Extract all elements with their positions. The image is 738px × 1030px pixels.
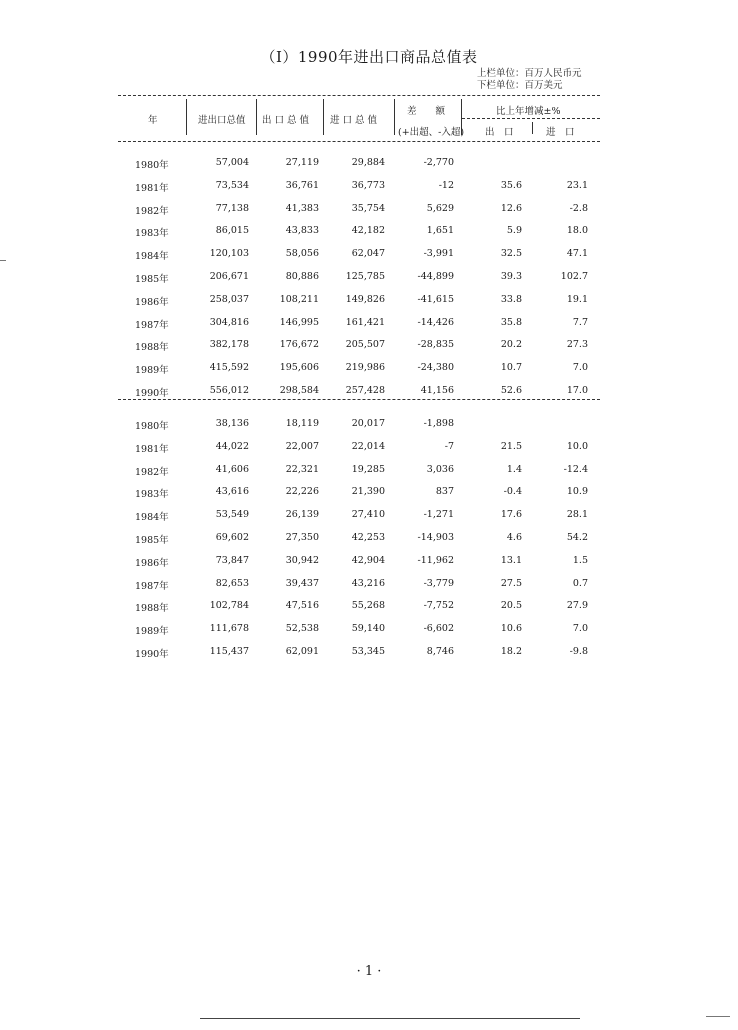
export-growth-cell: 10.7 [500,362,522,374]
year-cell: 1986年 [135,296,169,308]
header-year: 年 [148,115,158,126]
table-row [0,339,738,353]
export-value-cell: 27,119 [285,157,319,168]
balance-cell: -2,770 [423,157,454,168]
table-row [0,271,738,285]
import-growth-cell: 27.3 [566,339,588,351]
growth-subheader-rule [462,118,600,119]
table-row [0,464,738,478]
balance-cell: -44,899 [417,271,454,282]
export-value-cell: 52,538 [285,623,319,635]
import-value-cell: 55,268 [351,600,385,612]
export-value-cell: 80,886 [285,271,319,282]
balance-cell: 5,629 [426,202,454,214]
total-value-cell: 82,653 [215,577,249,589]
import-value-cell: 59,140 [351,623,385,635]
unit-notes [477,68,582,92]
import-value-cell: 125,785 [345,271,385,282]
import-value-cell: 27,410 [351,509,385,521]
export-value-cell: 22,321 [285,463,319,475]
export-growth-cell: 10.6 [500,623,522,635]
year-cell: 1985年 [135,535,169,546]
balance-cell: -24,380 [417,362,454,374]
balance-cell: -7,752 [423,600,454,612]
import-growth-cell: -2.8 [569,202,588,214]
header-export: 出 口 总 值 [262,115,310,126]
export-growth-cell: 39.3 [500,271,522,282]
export-growth-cell: 1.4 [506,463,522,475]
table-row [0,509,738,523]
import-growth-cell: 10.9 [566,486,588,498]
import-value-cell: 29,884 [351,157,385,168]
table-row [0,532,738,546]
export-growth-cell: 17.6 [500,509,522,521]
import-value-cell: 36,773 [351,179,385,191]
import-growth-cell: -9.8 [569,646,588,657]
total-value-cell: 258,037 [209,293,249,305]
year-cell: 1981年 [135,443,169,455]
table-row [0,362,738,376]
balance-cell: -7 [444,440,454,452]
header-balance: 差 额 [407,106,446,117]
import-growth-cell: 7.0 [572,362,588,374]
table-row [0,555,738,569]
import-growth-cell: 23.1 [566,179,588,191]
export-value-cell: 22,007 [285,440,319,452]
year-cell: 1984年 [135,251,169,263]
table-row [0,441,738,455]
export-growth-cell: 4.6 [506,532,522,543]
total-value-cell: 304,816 [209,316,249,328]
header-top-rule [118,95,600,96]
import-value-cell: 42,904 [351,554,385,566]
balance-cell: -28,835 [417,339,454,351]
year-cell: 1988年 [135,603,169,615]
export-growth-cell: 32.5 [500,248,522,260]
page-number: · 1 · [356,964,382,979]
import-growth-cell: 0.7 [572,577,588,589]
export-growth-cell: -0.4 [503,486,522,498]
export-value-cell: 39,437 [285,577,319,589]
import-value-cell: 62,047 [351,248,385,260]
export-growth-cell: 12.6 [500,202,522,214]
header-divider [186,99,187,135]
import-value-cell: 19,285 [351,463,385,475]
import-growth-cell: 102.7 [560,271,588,282]
total-value-cell: 111,678 [209,623,249,635]
balance-cell: 837 [435,486,454,498]
year-cell: 1983年 [135,228,169,240]
total-value-cell: 115,437 [209,646,249,657]
balance-cell: 3,036 [426,463,454,475]
import-growth-cell: 54.2 [566,532,588,543]
year-cell: 1983年 [135,489,169,501]
export-value-cell: 27,350 [285,532,319,543]
export-value-cell: 146,995 [279,316,319,328]
balance-cell: 1,651 [426,225,454,237]
total-value-cell: 53,549 [215,509,249,521]
table-row [0,248,738,262]
year-cell: 1987年 [135,580,169,592]
export-growth-cell: 20.5 [500,600,522,612]
total-value-cell: 57,004 [215,157,249,168]
balance-cell: -6,602 [423,623,454,635]
upper-unit-note: 上栏单位：百万人民币元 [477,68,582,79]
header-divider [323,99,324,135]
year-cell: 1980年 [135,160,169,171]
table-row [0,418,738,432]
import-value-cell: 35,754 [351,202,385,214]
year-cell: 1988年 [135,342,169,354]
total-value-cell: 102,784 [209,600,249,612]
total-value-cell: 120,103 [209,248,249,260]
import-value-cell: 21,390 [351,486,385,498]
total-value-cell: 43,616 [215,486,249,498]
balance-cell: -41,615 [417,293,454,305]
balance-cell: -12 [438,179,454,191]
import-growth-cell: 28.1 [566,509,588,521]
balance-cell: -14,903 [417,532,454,543]
year-cell: 1986年 [135,557,169,569]
export-value-cell: 18,119 [285,418,319,429]
import-value-cell: 53,345 [351,646,385,657]
import-value-cell: 161,421 [345,316,385,328]
export-value-cell: 298,584 [279,385,319,396]
export-value-cell: 58,056 [285,248,319,260]
export-growth-cell: 18.2 [500,646,522,657]
corner-mark [706,1016,730,1017]
export-growth-cell: 27.5 [500,577,522,589]
total-value-cell: 69,602 [215,532,249,543]
import-value-cell: 20,017 [351,418,385,429]
total-value-cell: 38,136 [215,418,249,429]
section-divider-rule [118,399,600,400]
table-row [0,646,738,660]
export-value-cell: 195,606 [279,362,319,374]
table-row [0,317,738,331]
year-cell: 1990年 [135,649,169,660]
page-title: （I）1990年进出口商品总值表 [260,48,478,66]
import-value-cell: 43,216 [351,577,385,589]
export-value-cell: 47,516 [285,600,319,612]
export-value-cell: 26,139 [285,509,319,521]
import-growth-cell: 7.7 [572,316,588,328]
import-growth-cell: 19.1 [566,293,588,305]
import-value-cell: 219,986 [345,362,385,374]
table-row [0,294,738,308]
table-row [0,180,738,194]
export-value-cell: 43,833 [285,225,319,237]
export-growth-cell: 13.1 [500,554,522,566]
year-cell: 1989年 [135,365,169,377]
header-divider [256,99,257,135]
table-row [0,157,738,171]
year-cell: 1980年 [135,421,169,432]
bottom-rule [200,1018,580,1019]
export-value-cell: 41,383 [285,202,319,214]
export-value-cell: 22,226 [285,486,319,498]
lower-unit-note: 下栏单位：百万美元 [477,80,563,91]
import-growth-cell: 18.0 [566,225,588,237]
export-growth-cell: 35.6 [500,179,522,191]
total-value-cell: 73,534 [215,179,249,191]
import-value-cell: 42,182 [351,225,385,237]
table-row [0,623,738,637]
header-total: 进出口总值 [198,115,246,126]
export-growth-cell: 5.9 [506,225,522,237]
total-value-cell: 206,671 [209,271,249,282]
balance-cell: 41,156 [420,385,454,396]
table-row [0,600,738,614]
header-import: 进 口 总 值 [330,115,378,126]
import-growth-cell: 47.1 [566,248,588,260]
balance-cell: -11,962 [417,554,454,566]
total-value-cell: 44,022 [215,440,249,452]
table-row [0,385,738,399]
balance-cell: -1,898 [423,418,454,429]
export-growth-cell: 21.5 [500,440,522,452]
header-bottom-rule [118,141,600,142]
header-balance-note: (+出超、-入超) [398,127,465,138]
import-growth-cell: 27.9 [566,600,588,612]
balance-cell: -3,779 [423,577,454,589]
import-value-cell: 149,826 [345,293,385,305]
total-value-cell: 77,138 [215,202,249,214]
table-row [0,486,738,500]
total-value-cell: 41,606 [215,463,249,475]
export-value-cell: 36,761 [285,179,319,191]
year-cell: 1982年 [135,466,169,478]
export-value-cell: 108,211 [279,293,319,305]
year-cell: 1985年 [135,274,169,285]
import-growth-cell: 1.5 [572,554,588,566]
export-growth-cell: 33.8 [500,293,522,305]
import-growth-cell: 7.0 [572,623,588,635]
export-value-cell: 176,672 [279,339,319,351]
balance-cell: -1,271 [423,509,454,521]
total-value-cell: 556,012 [209,385,249,396]
year-cell: 1989年 [135,626,169,638]
total-value-cell: 73,847 [215,554,249,566]
import-growth-cell: 17.0 [566,385,588,396]
total-value-cell: 86,015 [215,225,249,237]
table-row [0,578,738,592]
import-value-cell: 205,507 [345,339,385,351]
year-cell: 1990年 [135,388,169,399]
table-row [0,225,738,239]
import-growth-cell: 10.0 [566,440,588,452]
header-growth-import: 进 口 [546,127,575,138]
export-growth-cell: 20.2 [500,339,522,351]
header-divider [394,99,395,135]
header-growth-export: 出 口 [485,127,514,138]
total-value-cell: 382,178 [209,339,249,351]
year-cell: 1981年 [135,182,169,194]
import-value-cell: 22,014 [351,440,385,452]
balance-cell: -3,991 [423,248,454,260]
table-row [0,203,738,217]
year-cell: 1987年 [135,319,169,331]
import-value-cell: 42,253 [351,532,385,543]
import-value-cell: 257,428 [345,385,385,396]
year-cell: 1984年 [135,512,169,524]
header-growth: 比上年增减±% [496,106,561,117]
export-growth-cell: 52.6 [500,385,522,396]
total-value-cell: 415,592 [209,362,249,374]
header-divider [532,122,533,134]
import-growth-cell: -12.4 [563,463,588,475]
export-growth-cell: 35.8 [500,316,522,328]
export-value-cell: 62,091 [285,646,319,657]
balance-cell: 8,746 [426,646,454,657]
balance-cell: -14,426 [417,316,454,328]
year-cell: 1982年 [135,205,169,217]
margin-mark [0,260,6,261]
export-value-cell: 30,942 [285,554,319,566]
